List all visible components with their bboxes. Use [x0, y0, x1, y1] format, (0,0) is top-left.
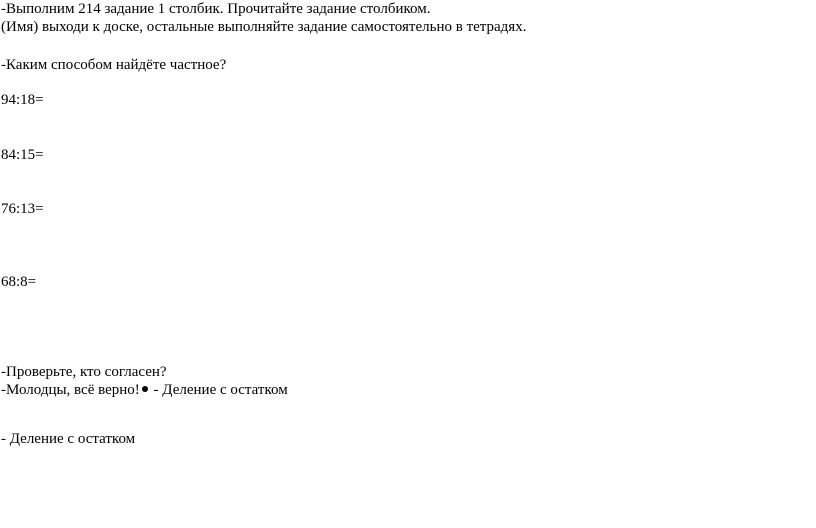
praise-text: -Молодцы, всё верно! [1, 382, 140, 398]
question-text: -Каким способом найдёте частное? [1, 57, 227, 73]
task-intro-line-1: -Выполним 214 задание 1 столбик. Прочитайте задание столбиком. [1, 1, 431, 17]
example-2: 84:15= [1, 147, 44, 163]
task-intro-line-2: (Имя) выходи к доске, остальные выполняйте задание самостоятельно в тетрадях. [1, 19, 527, 35]
praise-line [1, 381, 288, 399]
example-1: 94:18= [1, 92, 44, 108]
bullet-icon [142, 386, 148, 392]
example-4: 68:8= [1, 274, 37, 290]
praise-suffix: - Деление с остатком [149, 382, 288, 398]
remainder-note: - Деление с остатком [1, 431, 136, 447]
example-3: 76:13= [1, 201, 44, 217]
check-prompt: -Проверьте, кто согласен? [1, 364, 167, 380]
